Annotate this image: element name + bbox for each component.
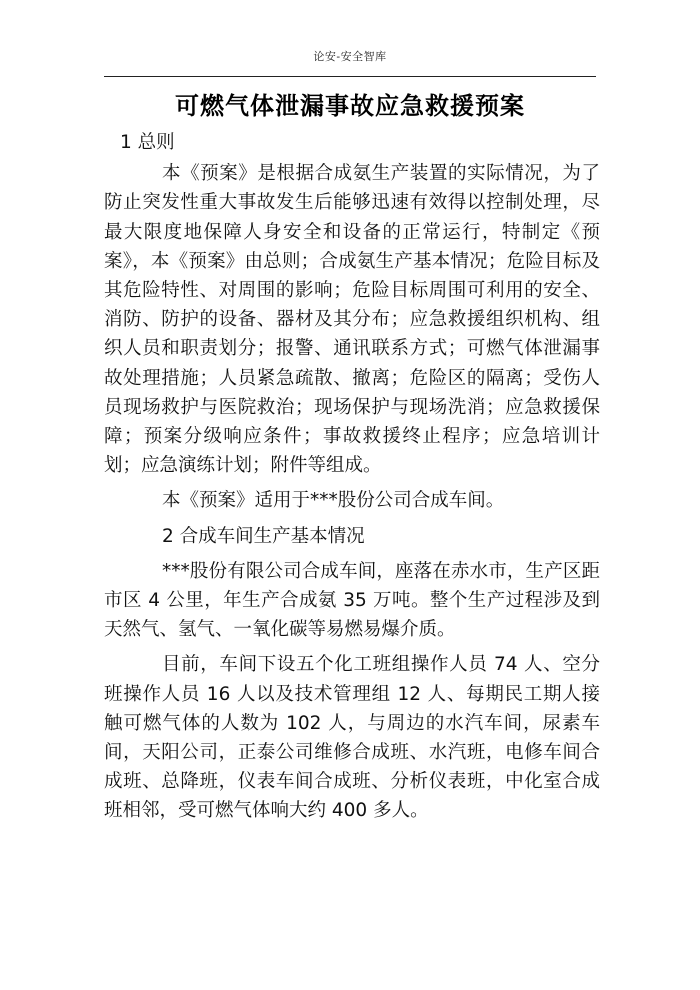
section-2-paragraph-1: ***股份有限公司合成车间，座落在赤水市，生产区距市区 4 公里，年生产合成氨 35 万吨。整个生产过程涉及到天然气、氢气、一氧化碳等易燃易爆介质。 bbox=[104, 560, 600, 641]
section-2-heading: 2 合成车间生产基本情况 bbox=[162, 525, 365, 547]
section-1-paragraph-1: 本《预案》是根据合成氨生产装置的实际情况，为了防止突发性重大事故发生后能够迅速有效得以控制处理，尽最大限度地保障人身安全和设备的正常运行，特制定《预案》，本《预案》由总则；合成氨生产基本情况；危险目标及其危险特性、对周围的影响；危险目标周围可利用的安全、消防、防护的设备、器材及其分布；应急救援组织机构、组织人员和职责划分；报警、通讯联系方式；可燃气体泄漏事故处理措施；人员紧急疏散、撤离；危险区的隔离；受伤人员现场救护与医院救治；现场保护与现场洗消；应急救援保障；预案分级响应条件；事故救援终止程序；应急培训计划；应急演练计划；附件等组成。 bbox=[104, 163, 600, 477]
section-2-paragraph-2: 目前，车间下设五个化工班组操作人员 74 人、空分班操作人员 16 人以及技术管理组 12 人、每期民工期人接触可燃气体的人数为 102 人，与周边的水汽车间，尿素车间，天阳公司，正泰公司维修合成班、水汽班，电修车间合成班、总降班，仪表车间合成班、分析仪表班，中化室合成班相邻，受可燃气体响大约 400 多人。 bbox=[104, 654, 600, 822]
header-divider bbox=[104, 76, 596, 77]
document-title: 可燃气体泄漏事故应急救援预案 bbox=[175, 92, 525, 120]
page-header-source: 论安-安全智库 bbox=[313, 50, 387, 63]
section-1-paragraph-2: 本《预案》适用于***股份公司合成车间。 bbox=[162, 490, 505, 512]
document-body bbox=[104, 128, 600, 826]
section-1-heading: 1 总则 bbox=[120, 132, 175, 153]
